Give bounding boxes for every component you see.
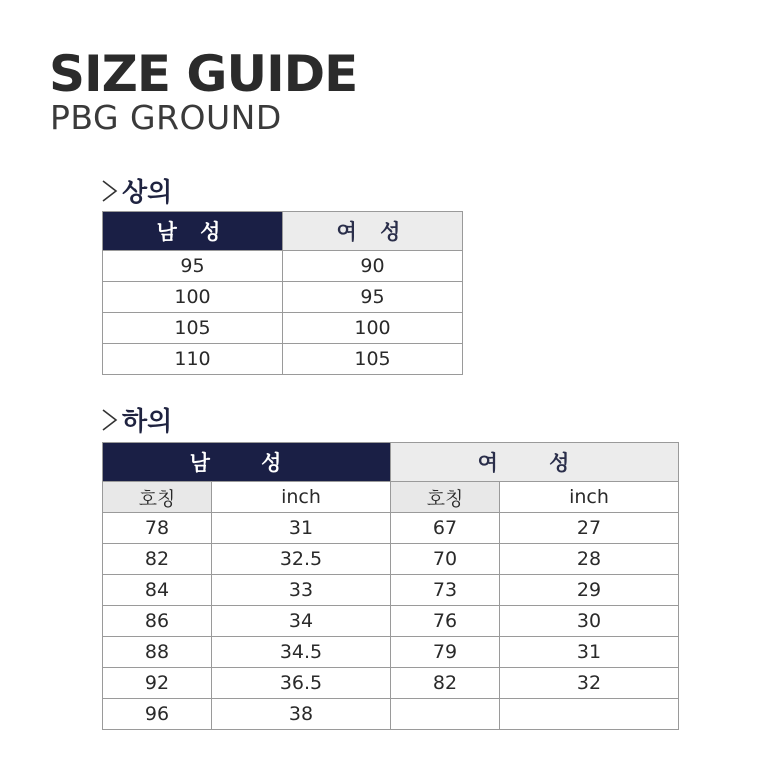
bottoms-subheader-row <box>103 482 679 513</box>
table-row <box>103 344 463 375</box>
bottoms-women-inch: 30 <box>500 606 679 637</box>
bottoms-men-size-header: 호칭 <box>103 482 212 513</box>
tops-men-size: 110 <box>103 344 283 375</box>
tops-section-heading <box>100 172 172 209</box>
tops-section-title: 상의 <box>122 178 173 208</box>
bottoms-women-size: 82 <box>391 668 500 699</box>
brand-subtitle: PBG GROUND <box>50 98 282 137</box>
tops-men-size: 95 <box>103 251 283 282</box>
table-row <box>103 668 679 699</box>
bottoms-women-size: 79 <box>391 637 500 668</box>
tops-women-size: 100 <box>283 313 463 344</box>
bottoms-men-size: 82 <box>103 544 212 575</box>
bottoms-men-inch: 31 <box>212 513 391 544</box>
bottoms-men-inch: 36.5 <box>212 668 391 699</box>
bottoms-women-size: 73 <box>391 575 500 606</box>
bottoms-men-inch: 34 <box>212 606 391 637</box>
bottoms-men-size: 96 <box>103 699 212 730</box>
bottoms-women-header: 여 성 <box>391 443 679 482</box>
bottoms-men-inch: 32.5 <box>212 544 391 575</box>
bottoms-women-size-header: 호칭 <box>391 482 500 513</box>
bottoms-women-inch: 31 <box>500 637 679 668</box>
tops-men-size: 100 <box>103 282 283 313</box>
bottoms-women-inch: 28 <box>500 544 679 575</box>
bottoms-men-inch: 33 <box>212 575 391 606</box>
bottoms-men-size: 84 <box>103 575 212 606</box>
bottoms-women-inch <box>500 699 679 730</box>
bottoms-size-table <box>102 442 679 730</box>
bottoms-women-inch: 32 <box>500 668 679 699</box>
bottoms-women-size: 70 <box>391 544 500 575</box>
bottoms-men-size: 78 <box>103 513 212 544</box>
bottoms-section-title: 하의 <box>122 407 173 437</box>
bottoms-men-inch: 38 <box>212 699 391 730</box>
bottoms-header-row <box>103 443 679 482</box>
bottoms-women-size: 76 <box>391 606 500 637</box>
bottoms-section-heading <box>100 401 172 438</box>
bottoms-women-size <box>391 699 500 730</box>
bottoms-men-inch: 34.5 <box>212 637 391 668</box>
page-title: SIZE GUIDE <box>49 45 358 103</box>
tops-women-header: 여 성 <box>283 212 463 251</box>
tops-women-size: 105 <box>283 344 463 375</box>
table-row <box>103 313 463 344</box>
table-row <box>103 637 679 668</box>
table-row <box>103 282 463 313</box>
bottoms-men-inch-header: inch <box>212 482 391 513</box>
table-row <box>103 699 679 730</box>
bottoms-women-inch-header: inch <box>500 482 679 513</box>
bottoms-men-size: 88 <box>103 637 212 668</box>
tops-men-size: 105 <box>103 313 283 344</box>
tops-women-size: 95 <box>283 282 463 313</box>
tops-header-row <box>103 212 463 251</box>
chevron-right-icon <box>100 407 120 433</box>
table-row <box>103 251 463 282</box>
table-row <box>103 513 679 544</box>
bottoms-men-size: 86 <box>103 606 212 637</box>
chevron-right-icon <box>100 178 120 204</box>
bottoms-women-inch: 29 <box>500 575 679 606</box>
tops-men-header: 남 성 <box>103 212 283 251</box>
table-row <box>103 544 679 575</box>
tops-women-size: 90 <box>283 251 463 282</box>
table-row <box>103 575 679 606</box>
bottoms-men-size: 92 <box>103 668 212 699</box>
bottoms-women-inch: 27 <box>500 513 679 544</box>
table-row <box>103 606 679 637</box>
bottoms-women-size: 67 <box>391 513 500 544</box>
tops-size-table <box>102 211 463 375</box>
bottoms-men-header: 남 성 <box>103 443 391 482</box>
